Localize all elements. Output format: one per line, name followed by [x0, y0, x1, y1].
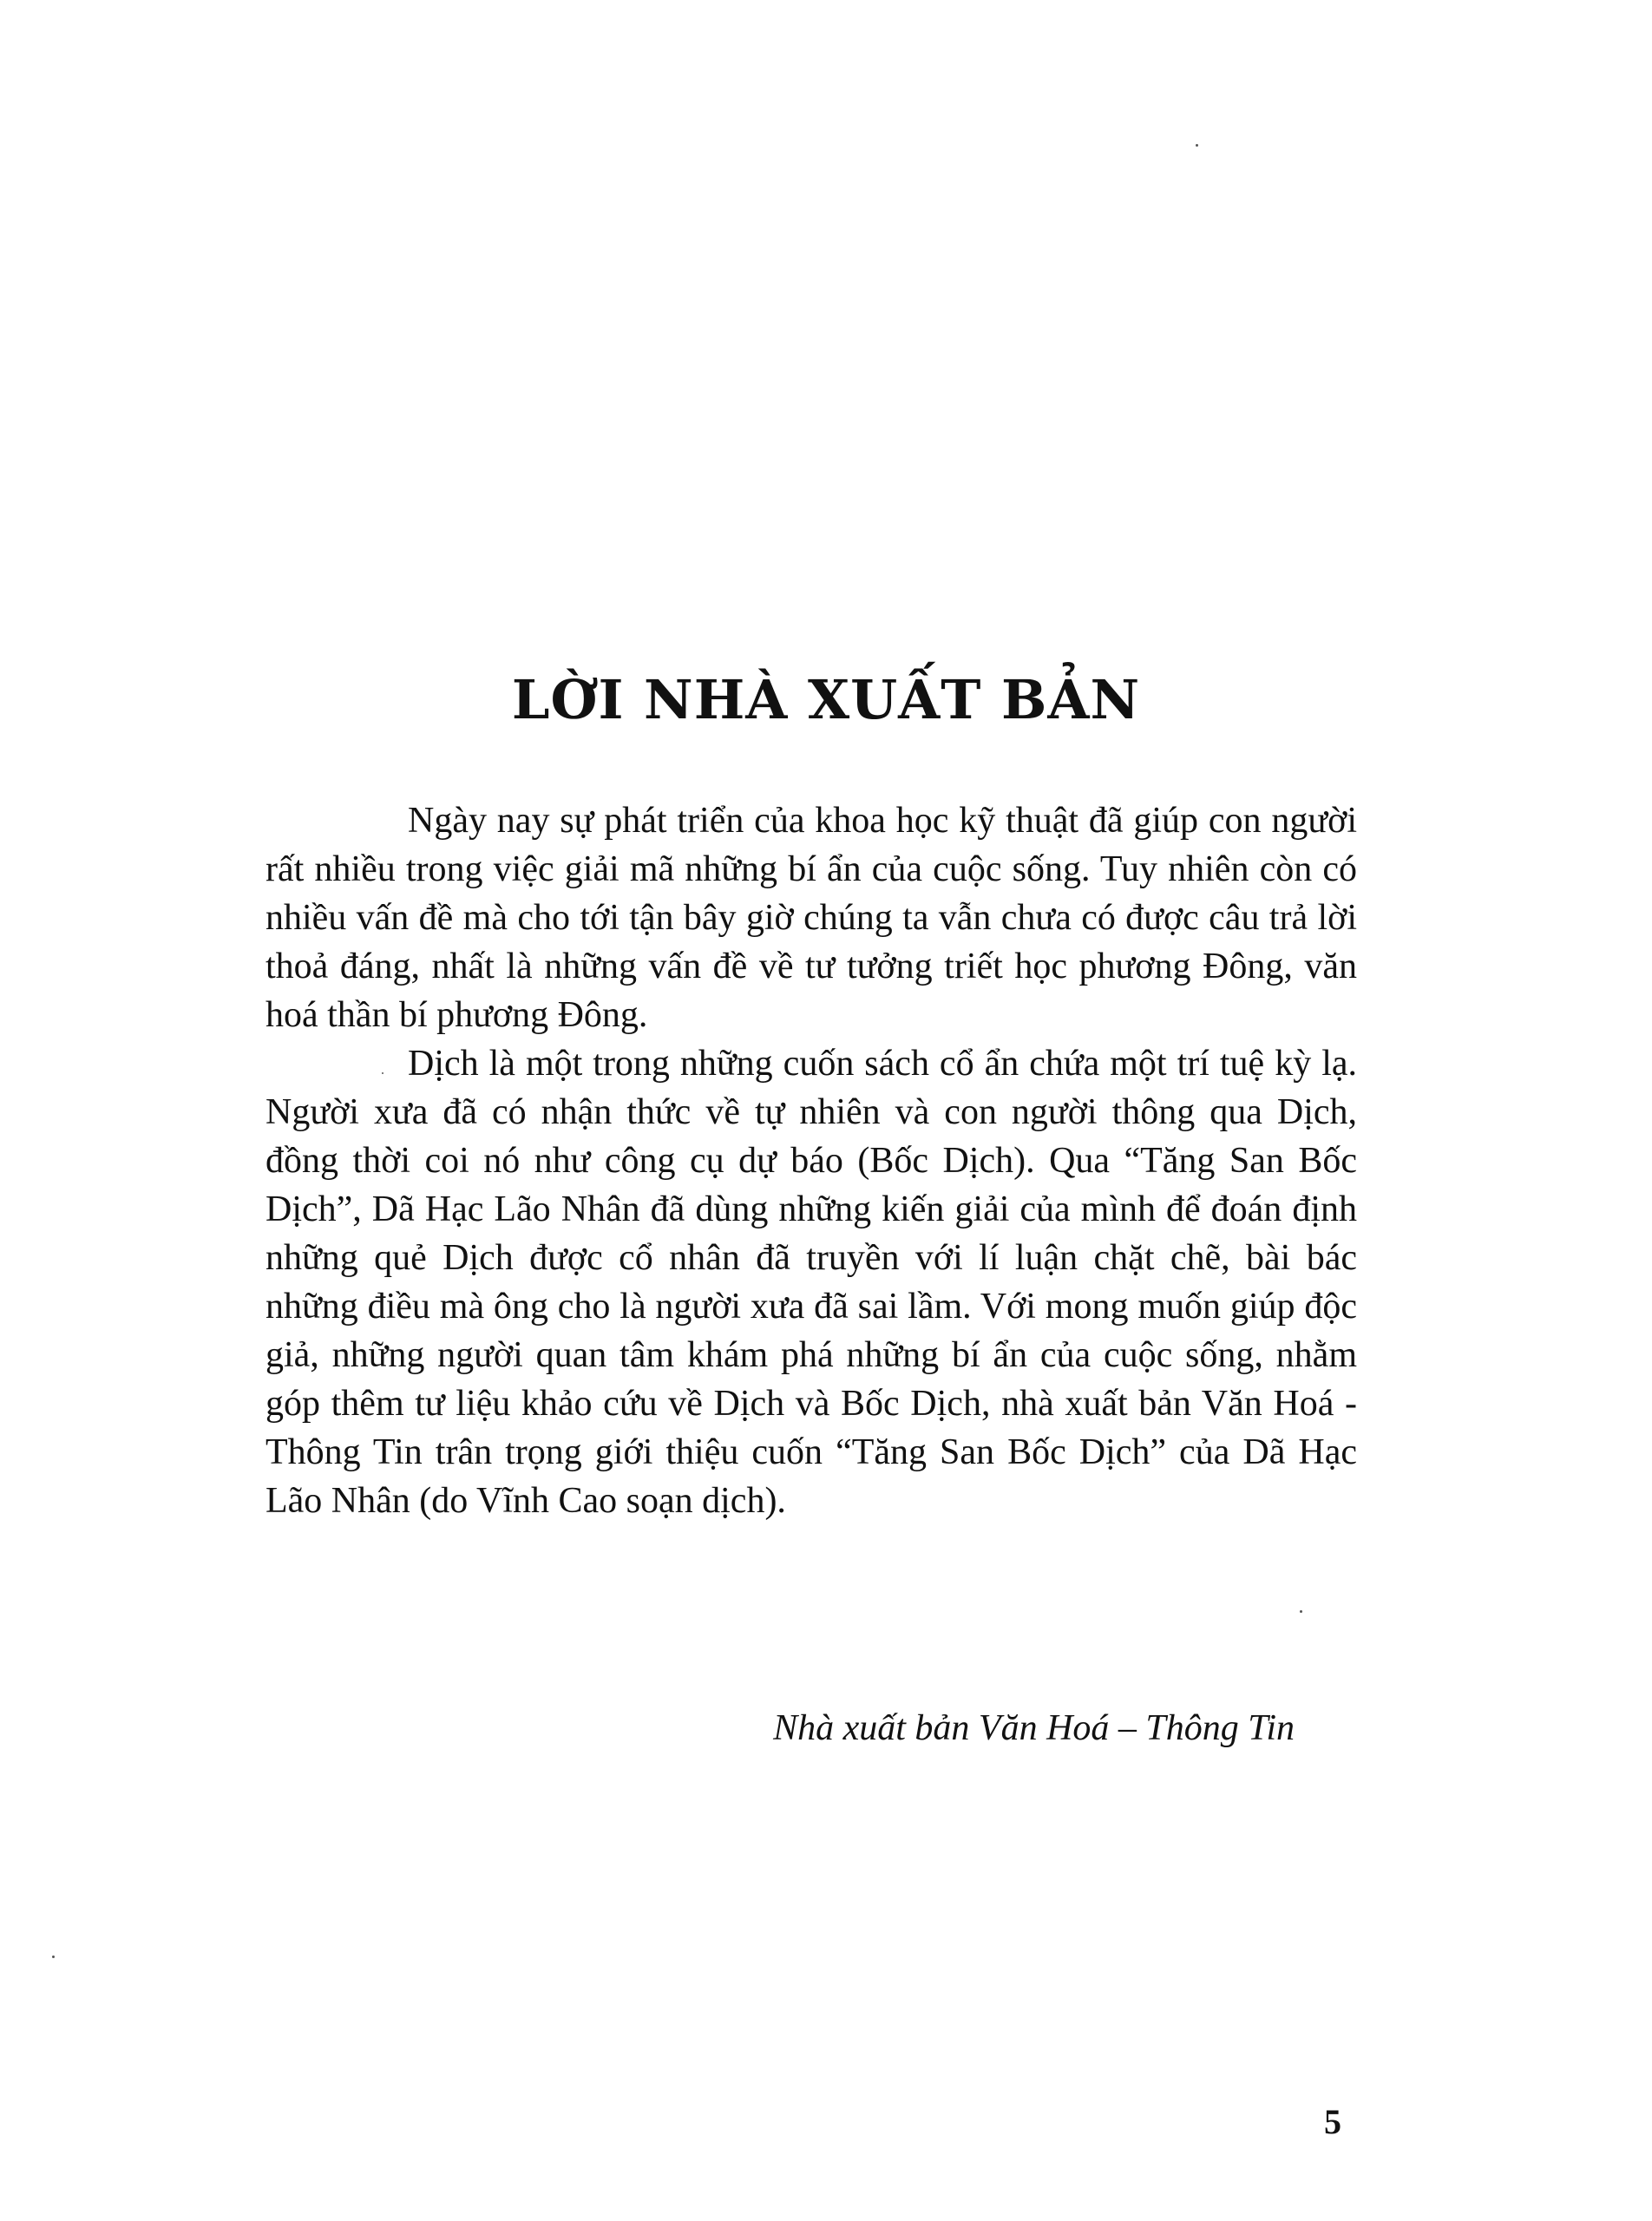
scan-speck	[52, 1956, 55, 1958]
scan-speck	[382, 1072, 384, 1074]
paragraph-1: Ngày nay sự phát triển của khoa học kỹ thuật đã giúp con người rất nhiều trong việc giải mã những bí ẩn của cuộc sống. Tuy nhiên còn có nhiều vấn đề mà cho tới tận bây giờ chúng ta vẫn chưa có được câu trả lời thoả đáng, nhất là những vấn đề về tư tưởng triết học phương Đông, văn hoá thần bí phương Đông.	[266, 801, 1357, 1035]
scan-speck	[1300, 1610, 1302, 1613]
page-number: 5	[1324, 2102, 1341, 2141]
scan-speck	[1196, 144, 1198, 147]
page-title: LỜI NHÀ XUẤT BẢN	[511, 668, 1141, 731]
body-text	[266, 796, 1357, 1525]
publisher-signature: Nhà xuất bản Văn Hoá – Thông Tin	[773, 1708, 1295, 1748]
paragraph-2: Dịch là một trong những cuốn sách cổ ẩn chứa một trí tuệ kỳ lạ. Người xưa đã có nhận thức về tự nhiên và con người thông qua Dịch, đồng thời coi nó như công cụ dự báo (Bốc Dịch). Qua “Tăng San Bốc Dịch”, Dã Hạc Lão Nhân đã dùng những kiến giải của mình để đoán định những quẻ Dịch được cổ nhân đã truyền với lí luận chặt chẽ, bài bác những điều mà ông cho là người xưa đã sai lầm. Với mong muốn giúp độc giả, những người quan tâm khám phá những bí ẩn của cuộc sống, nhằm góp thêm tư liệu khảo cứu về Dịch và Bốc Dịch, nhà xuất bản Văn Hoá - Thông Tin trân trọng giới thiệu cuốn “Tăng San Bốc Dịch” của Dã Hạc Lão Nhân (do Vĩnh Cao soạn dịch).	[266, 1044, 1357, 1521]
